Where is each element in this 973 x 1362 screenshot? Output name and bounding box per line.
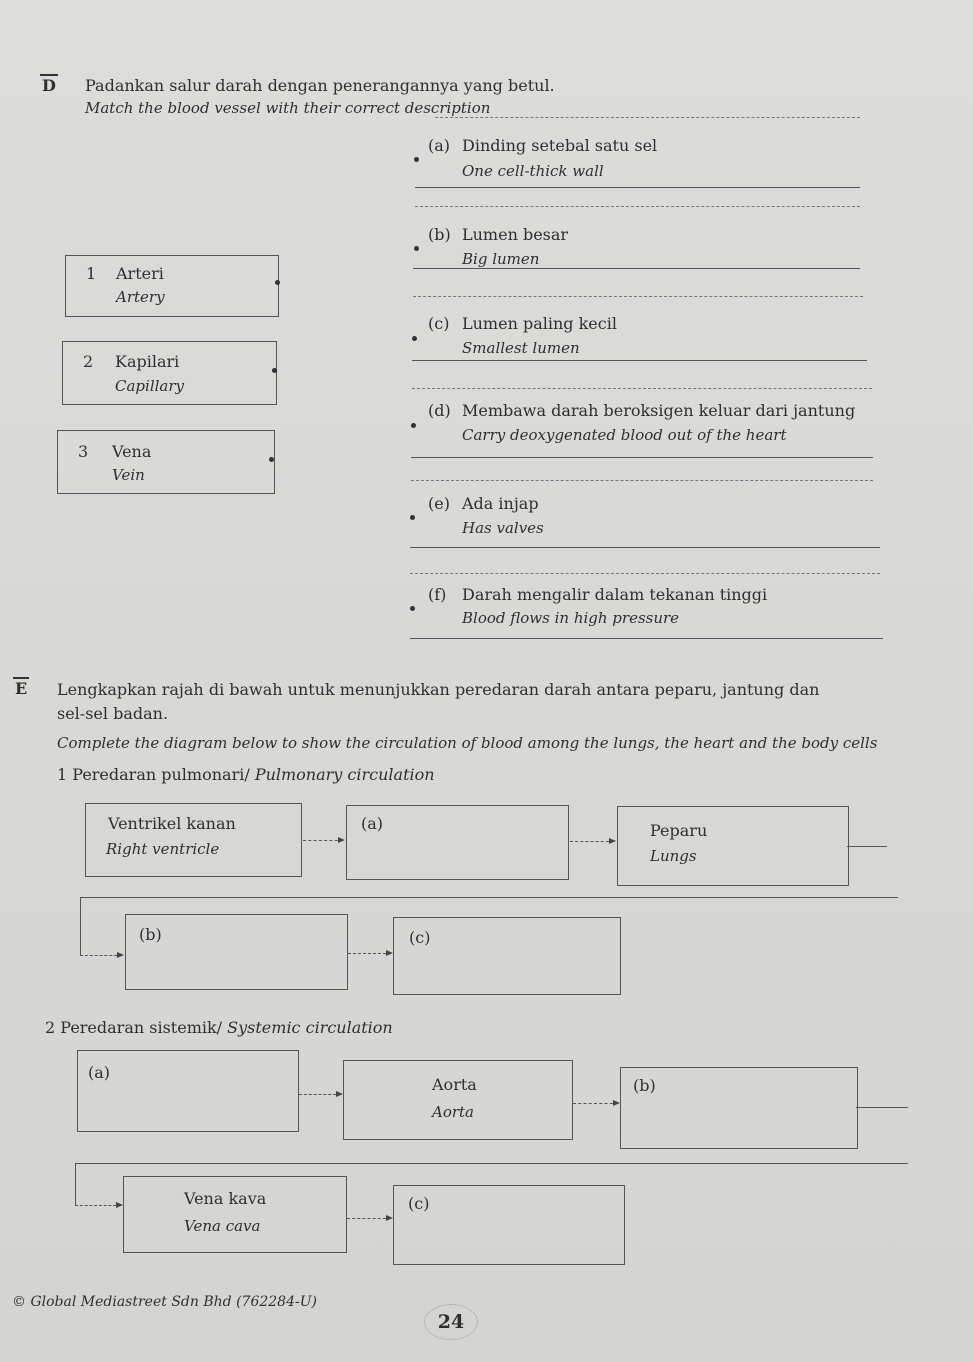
vessel-box-artery bbox=[65, 255, 279, 317]
q2-heading: 2 Peredaran sistemik/ Systemic circulation bbox=[45, 1018, 393, 1037]
match-dot[interactable] bbox=[412, 336, 417, 341]
box-text: Aorta bbox=[432, 1075, 477, 1094]
section-e-subtitle: Complete the diagram below to show the circulation of blood among the lungs, the heart and the body cells bbox=[57, 734, 878, 752]
arrow-icon bbox=[299, 1094, 341, 1095]
match-dot[interactable] bbox=[410, 606, 415, 611]
box-right-ventricle bbox=[85, 803, 302, 877]
arrow-icon bbox=[570, 841, 614, 842]
description-ms: Dinding setebal satu sel bbox=[462, 136, 658, 155]
match-dot[interactable] bbox=[269, 457, 274, 462]
answer-box-1a[interactable] bbox=[346, 805, 569, 880]
q1-heading: 1 Peredaran pulmonari/ Pulmonary circulation bbox=[57, 765, 435, 784]
description-label: (e) bbox=[428, 494, 450, 513]
description-label: (c) bbox=[428, 314, 450, 333]
answer-box-2c[interactable] bbox=[393, 1185, 625, 1265]
box-text: Vena kava bbox=[184, 1189, 267, 1208]
box-aorta bbox=[343, 1060, 573, 1140]
description-label: (a) bbox=[428, 136, 451, 155]
box-text-en: Aorta bbox=[432, 1103, 475, 1121]
answer-label: (b) bbox=[139, 925, 162, 944]
box-text: Ventrikel kanan bbox=[108, 814, 236, 833]
description-ms: Ada injap bbox=[462, 494, 539, 513]
vessel-number: 3 bbox=[78, 442, 89, 461]
description-en: One cell-thick wall bbox=[462, 162, 604, 180]
answer-label: (c) bbox=[409, 928, 431, 947]
vessel-name: Kapilari bbox=[115, 352, 180, 371]
section-e-label: E bbox=[15, 679, 28, 698]
answer-label: (b) bbox=[633, 1076, 656, 1095]
arrow-icon bbox=[80, 955, 122, 956]
box-lungs bbox=[617, 806, 849, 886]
description-en: Blood flows in high pressure bbox=[462, 609, 680, 627]
description-ms: Lumen besar bbox=[462, 225, 569, 244]
section-e-title: Lengkapkan rajah di bawah untuk menunjukkan peredaran darah antara peparu, jantung dan bbox=[57, 680, 820, 699]
vessel-number: 1 bbox=[86, 264, 97, 283]
description-ms: Lumen paling kecil bbox=[462, 314, 617, 333]
box-text-en: Right ventricle bbox=[106, 840, 220, 858]
arrow-icon bbox=[573, 1103, 618, 1104]
answer-box-2b[interactable] bbox=[620, 1067, 858, 1149]
description-ms: Darah mengalir dalam tekanan tinggi bbox=[462, 585, 768, 604]
vessel-name-en: Vein bbox=[112, 466, 145, 484]
description-ms: Membawa darah beroksigen keluar dari jantung bbox=[462, 401, 856, 420]
arrow-icon bbox=[75, 1205, 121, 1206]
box-text-en: Lungs bbox=[650, 847, 697, 865]
description-en: Has valves bbox=[462, 519, 544, 537]
answer-box-1b[interactable] bbox=[125, 914, 348, 990]
section-e-title-cont: sel-sel badan. bbox=[57, 704, 169, 723]
vessel-box-vein bbox=[57, 430, 275, 494]
answer-box-1c[interactable] bbox=[393, 917, 621, 995]
answer-label: (a) bbox=[361, 814, 384, 833]
match-dot[interactable] bbox=[414, 246, 419, 251]
match-dot[interactable] bbox=[272, 368, 277, 373]
vessel-name-en: Artery bbox=[116, 288, 165, 306]
arrow-icon bbox=[347, 1218, 391, 1219]
vessel-name-en: Capillary bbox=[115, 377, 185, 395]
description-label: (d) bbox=[428, 401, 451, 420]
description-label: (f) bbox=[428, 585, 447, 604]
answer-box-2a[interactable] bbox=[77, 1050, 299, 1132]
page-number: 24 bbox=[424, 1304, 478, 1340]
arrow-icon bbox=[303, 840, 343, 841]
match-dot[interactable] bbox=[414, 157, 419, 162]
box-vena-cava bbox=[123, 1176, 347, 1253]
match-dot[interactable] bbox=[411, 423, 416, 428]
answer-label: (c) bbox=[408, 1194, 430, 1213]
description-en: Big lumen bbox=[462, 250, 540, 268]
description-en: Smallest lumen bbox=[462, 339, 580, 357]
section-d-subtitle: Match the blood vessel with their correct description bbox=[85, 99, 491, 117]
section-d-label: D bbox=[42, 76, 56, 95]
copyright: © Global Mediastreet Sdn Bhd (762284-U) bbox=[12, 1294, 317, 1310]
vessel-number: 2 bbox=[83, 352, 94, 371]
arrow-icon bbox=[348, 953, 391, 954]
description-label: (b) bbox=[428, 225, 451, 244]
vessel-name: Arteri bbox=[116, 264, 164, 283]
box-text: Peparu bbox=[650, 821, 708, 840]
box-text-en: Vena cava bbox=[184, 1217, 261, 1235]
vessel-box-capillary bbox=[62, 341, 277, 405]
answer-label: (a) bbox=[88, 1063, 111, 1082]
section-d-title: Padankan salur darah dengan penerangannya yang betul. bbox=[85, 76, 555, 95]
match-dot[interactable] bbox=[410, 515, 415, 520]
match-dot[interactable] bbox=[275, 280, 280, 285]
vessel-name: Vena bbox=[112, 442, 152, 461]
description-en: Carry deoxygenated blood out of the heart bbox=[462, 426, 787, 444]
